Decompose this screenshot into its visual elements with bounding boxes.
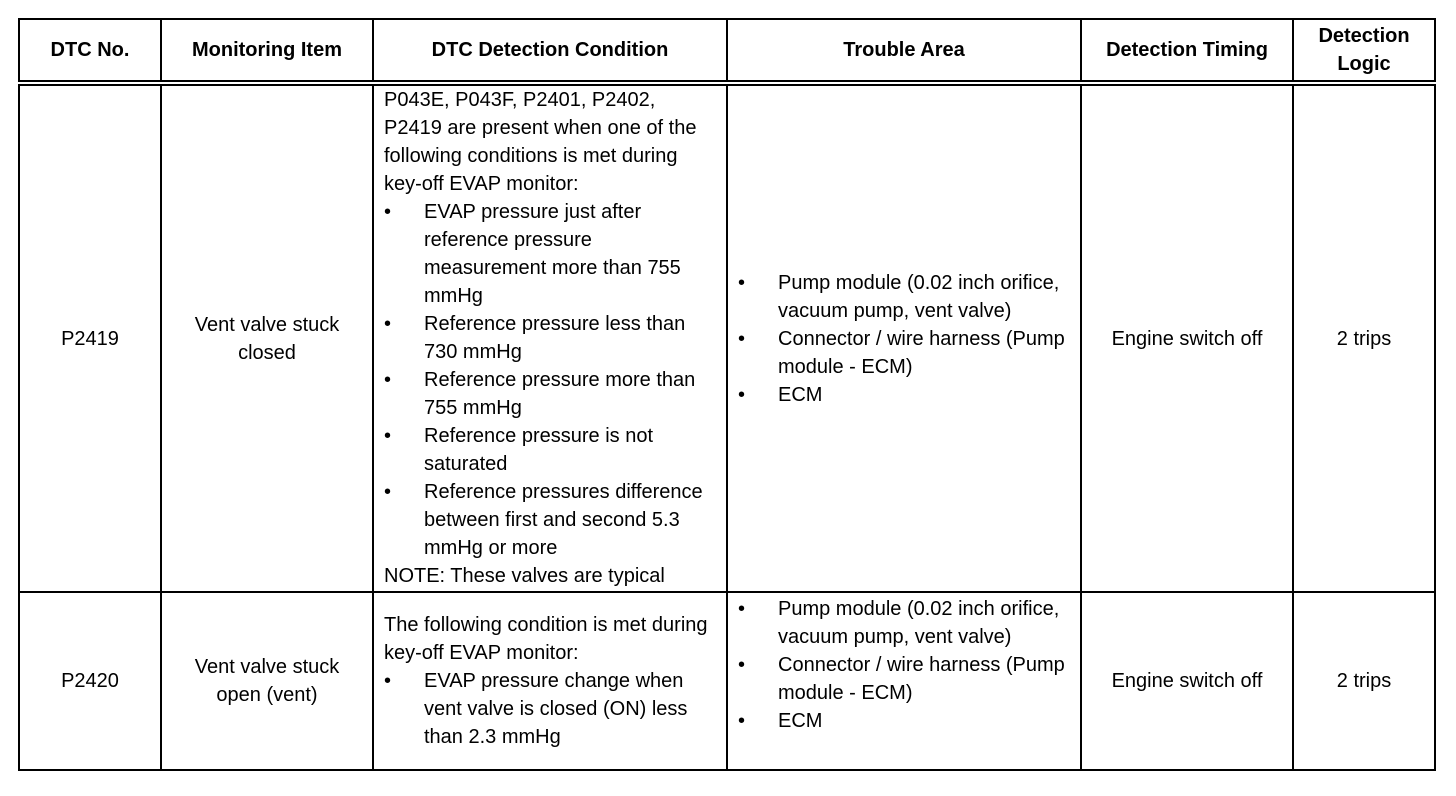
header-detection-logic: Detection Logic xyxy=(1293,19,1435,83)
condition-item: • Reference pressures difference between first and second 5.3 mmHg or more xyxy=(384,478,716,562)
bullet-icon: • xyxy=(384,313,392,335)
header-dtc-no: DTC No. xyxy=(19,19,161,83)
detection-timing-cell: Engine switch off xyxy=(1081,83,1293,592)
header-monitoring-item: Monitoring Item xyxy=(161,19,373,83)
dtc-code-cell: P2420 xyxy=(19,592,161,770)
bullet-icon: • xyxy=(738,598,746,620)
condition-list xyxy=(384,198,716,562)
condition-intro: P043E, P043F, P2401, P2402, P2419 are present when one of the following conditions is met during key-off EVAP monitor: xyxy=(384,89,697,195)
table-row xyxy=(19,592,1435,770)
dtc-code-cell: P2419 xyxy=(19,83,161,592)
detection-condition-cell xyxy=(373,592,727,770)
detection-logic-cell: 2 trips xyxy=(1293,592,1435,770)
dtc-table xyxy=(18,18,1436,771)
bullet-icon: • xyxy=(384,670,392,692)
condition-item: • Reference pressure less than 730 mmHg xyxy=(384,310,716,366)
table-row xyxy=(19,83,1435,592)
trouble-area-item: • ECM xyxy=(738,381,1070,409)
detection-logic-cell: 2 trips xyxy=(1293,83,1435,592)
bullet-icon: • xyxy=(384,425,392,447)
bullet-icon: • xyxy=(738,654,746,676)
trouble-area-item: • Pump module (0.02 inch orifice, vacuum pump, vent valve) xyxy=(738,595,1070,651)
bullet-icon: • xyxy=(738,710,746,732)
detection-timing-cell: Engine switch off xyxy=(1081,592,1293,770)
bullet-icon: • xyxy=(384,481,392,503)
trouble-area-item: • Connector / wire harness (Pump module - ECM) xyxy=(738,651,1070,707)
header-trouble-area: Trouble Area xyxy=(727,19,1081,83)
header-dtc-detection-condition: DTC Detection Condition xyxy=(373,19,727,83)
condition-item: • EVAP pressure just after reference pressure measurement more than 755 mmHg xyxy=(384,198,716,310)
detection-condition-cell xyxy=(373,83,727,592)
trouble-area-item: • Connector / wire harness (Pump module - ECM) xyxy=(738,325,1070,381)
condition-intro: The following condition is met during key-off EVAP monitor: xyxy=(384,614,708,664)
trouble-area-cell xyxy=(727,592,1081,770)
condition-item: • EVAP pressure change when vent valve is closed (ON) less than 2.3 mmHg xyxy=(384,667,716,751)
trouble-area-item: • Pump module (0.02 inch orifice, vacuum pump, vent valve) xyxy=(738,269,1070,325)
trouble-area-list xyxy=(738,595,1070,735)
table-header-row xyxy=(19,19,1435,83)
monitoring-item-cell: Vent valve stuck closed xyxy=(161,83,373,592)
trouble-area-item: • ECM xyxy=(738,707,1070,735)
bullet-icon: • xyxy=(384,369,392,391)
bullet-icon: • xyxy=(384,201,392,223)
monitoring-item-cell: Vent valve stuck open (vent) xyxy=(161,592,373,770)
bullet-icon: • xyxy=(738,271,746,294)
condition-note: NOTE: These valves are typical xyxy=(384,565,665,587)
bullet-icon: • xyxy=(738,327,746,350)
bullet-icon: • xyxy=(738,383,746,406)
header-detection-timing: Detection Timing xyxy=(1081,19,1293,83)
condition-item: • Reference pressure more than 755 mmHg xyxy=(384,366,716,422)
condition-item: • Reference pressure is not saturated xyxy=(384,422,716,478)
trouble-area-list xyxy=(738,269,1070,409)
trouble-area-cell xyxy=(727,83,1081,592)
condition-list xyxy=(384,667,716,751)
